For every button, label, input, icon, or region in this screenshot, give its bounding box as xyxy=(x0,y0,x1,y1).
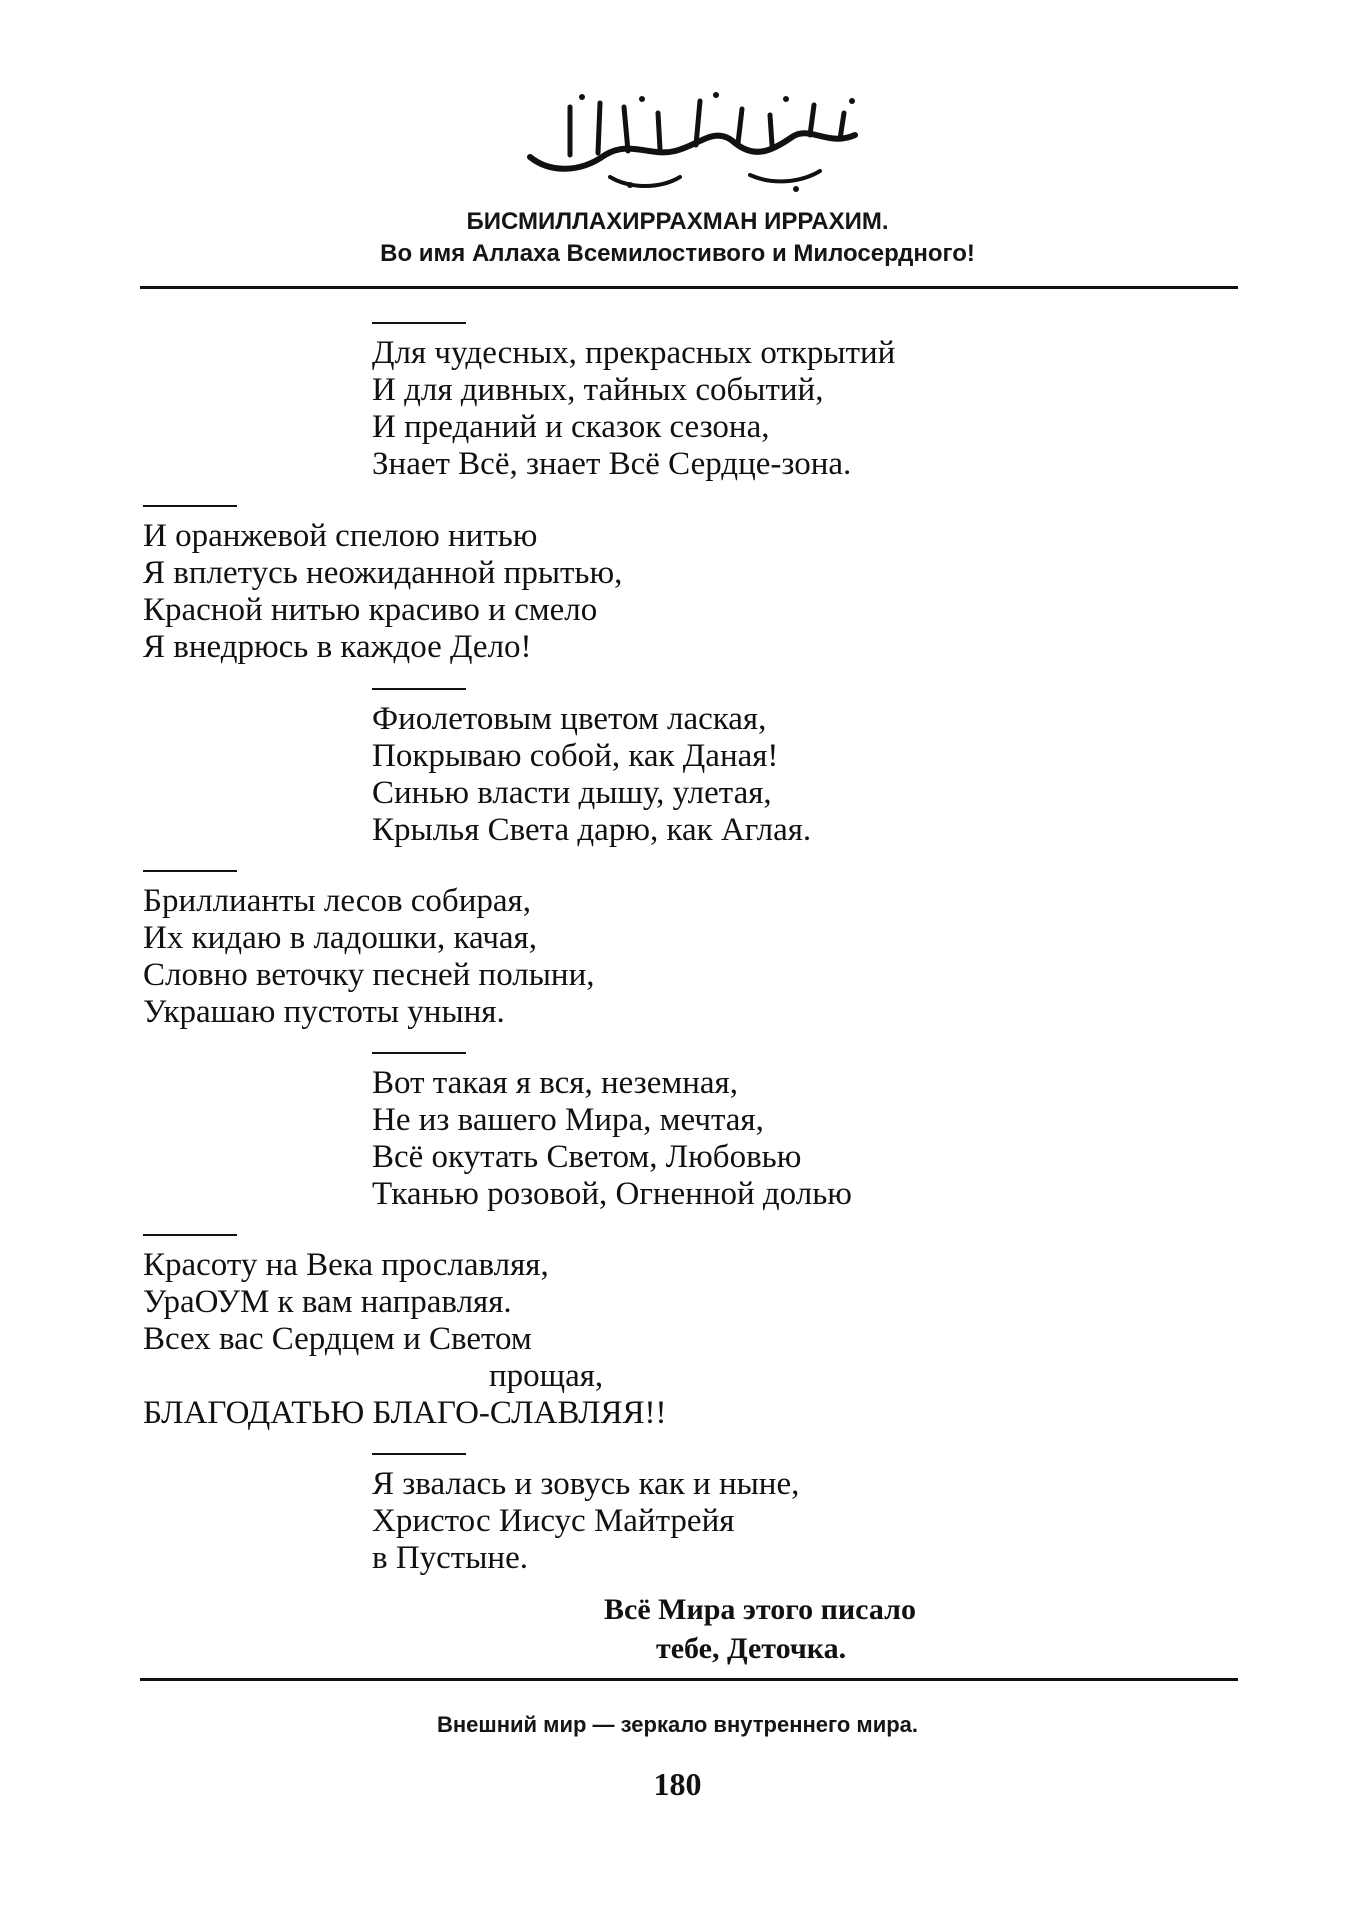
verse-line: Я вплетусь неожиданной прытью, xyxy=(143,555,623,591)
verse-line: Синью власти дышу, улетая, xyxy=(372,775,772,811)
verse-line: Их кидаю в ладошки, качая, xyxy=(143,920,537,956)
verse-line: Я звалась и зовусь как и ныне, xyxy=(372,1466,800,1502)
verse-line: Словно веточку песней полыни, xyxy=(143,957,595,993)
verse-line: Бриллианты лесов собирая, xyxy=(143,883,531,919)
stanza-4 xyxy=(143,883,594,1031)
header-rule xyxy=(140,286,1238,289)
stanza-divider xyxy=(372,1052,466,1054)
verse-line: УраОУМ к вам направляя. xyxy=(143,1284,512,1320)
verse-line: Красной нитью красиво и смело xyxy=(143,592,598,628)
verse-line: в Пустыне. xyxy=(372,1540,528,1576)
verse-line-continuation: прощая, xyxy=(489,1358,604,1394)
stanza-1 xyxy=(372,335,895,483)
verse-line: Знает Всё, знает Всё Сердце-зона. xyxy=(372,446,852,482)
verse-line: Всех вас Сердцем и Светом xyxy=(143,1321,532,1357)
stanza-5 xyxy=(372,1065,852,1213)
verse-line: Фиолетовым цветом лаская, xyxy=(372,701,767,737)
stanza-divider xyxy=(143,505,237,507)
header-transliteration: БИСМИЛЛАХИРРАХМАН ИРРАХИМ. xyxy=(466,208,889,235)
verse-line: Христос Иисус Майтрейя xyxy=(372,1503,735,1539)
page-number: 180 xyxy=(653,1766,702,1802)
stanza-divider xyxy=(143,1234,237,1236)
stanza-7 xyxy=(372,1466,799,1577)
verse-line: Для чудесных, прекрасных открытий xyxy=(372,335,896,371)
basmala-calligraphy xyxy=(510,85,880,195)
verse-line: Украшаю пустоты уныня. xyxy=(143,994,505,1030)
stanza-divider xyxy=(372,688,466,690)
signature-line-1: Всё Мира этого писало xyxy=(604,1593,916,1626)
verse-line: Я внедрюсь в каждое Дело! xyxy=(143,629,532,665)
verse-line: И оранжевой спелою нитью xyxy=(143,518,538,554)
verse-line: И преданий и сказок сезона, xyxy=(372,409,770,445)
verse-line: Покрываю собой, как Даная! xyxy=(372,738,779,774)
signature-line-2: тебе, Деточка. xyxy=(656,1632,847,1665)
stanza-divider xyxy=(143,870,237,872)
verse-line: БЛАГОДАТЬЮ БЛАГО-СЛАВЛЯЯ!! xyxy=(143,1395,667,1431)
verse-line: Не из вашего Мира, мечтая, xyxy=(372,1102,764,1138)
verse-line: Крылья Света дарю, как Аглая. xyxy=(372,812,812,848)
header-translation: Во имя Аллаха Всемилостивого и Милосердного! xyxy=(380,240,975,267)
stanza-2 xyxy=(143,518,622,666)
stanza-divider xyxy=(372,322,466,324)
verse-line: Вот такая я вся, неземная, xyxy=(372,1065,738,1101)
verse-line: Красоту на Века прославляя, xyxy=(143,1247,549,1283)
footer-quote: Внешний мир — зеркало внутреннего мира. xyxy=(436,1712,919,1737)
verse-line: Всё окутать Светом, Любовью xyxy=(372,1139,802,1175)
stanza-divider xyxy=(372,1453,466,1455)
stanza-6 xyxy=(143,1247,666,1432)
verse-line: Тканью розовой, Огненной долью xyxy=(372,1176,852,1212)
footer-rule xyxy=(140,1678,1238,1681)
stanza-3 xyxy=(372,701,811,849)
verse-line: И для дивных, тайных событий, xyxy=(372,372,824,408)
